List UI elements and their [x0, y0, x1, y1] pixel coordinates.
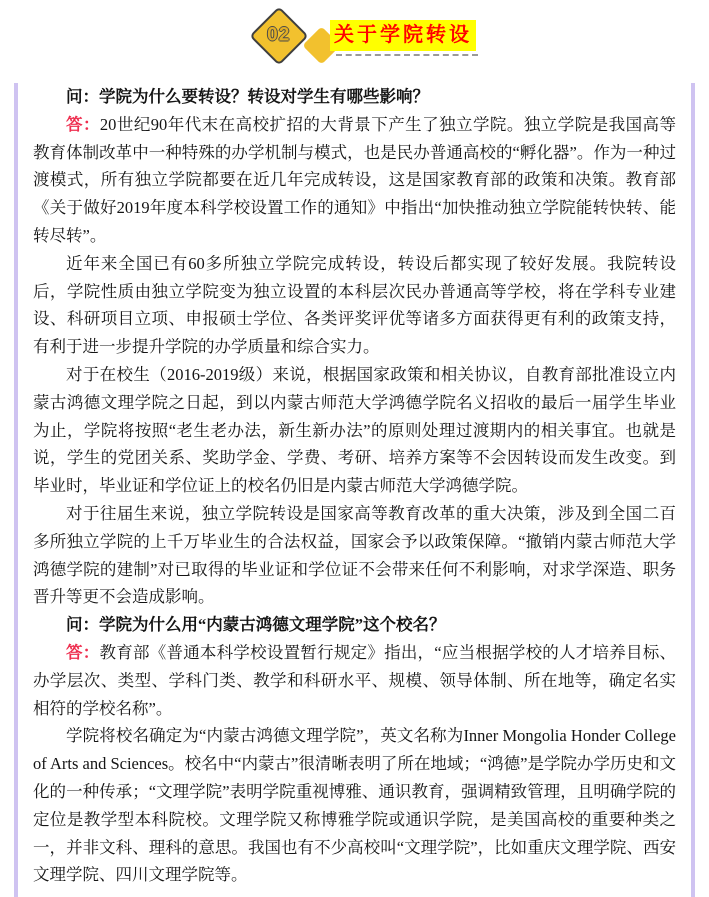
question-1: 问：学院为什么要转设？转设对学生有哪些影响？ — [66, 87, 429, 106]
paragraph-text: 20世纪90年代末在高校扩招的大背景下产生了独立学院。独立学院是我国高等教育体制改革中一种特殊的办学机制与模式，也是民办普通高校的“孵化器”。作为一种过渡模式，所有独立学院都要在近几年完成转设，这是国家教育部的政策和决策。教育部《关于做好2019年度本科学校设置工作的通知》中指出“加快推动独立学院能转快转、能转尽转”。 — [33, 114, 677, 245]
paragraph-text: 近年来全国已有60多所独立学院完成转设，转设后都实现了较好发展。我院转设后，学院性质由独立学院变为独立设置的本科层次民办普通高等学校，将在学科专业建设、科研项目立项、申报硕士学位、各类评奖评优等诸多方面获得更有利的政策支持，有利于进一步提升学院的办学质量和综合实力。 — [33, 253, 676, 357]
content-panel — [14, 83, 695, 897]
paragraph-text: 对于往届生来说，独立学院转设是国家高等教育改革的重大决策，涉及到全国二百多所独立学院的上千万毕业生的合法权益，国家会予以政策保障。“撤销内蒙古师范大学鸿德学院的建制”对已取得的毕业证和学位证不会带来任何不利影响，对求学深造、职务晋升等更不会造成影响。 — [33, 503, 676, 607]
answer-2-paragraph-1 — [33, 639, 676, 722]
answer-1-paragraph-2 — [33, 250, 676, 361]
paragraph-text: 学院将校名确定为“内蒙古鸿德文理学院”，英文名称为Inner Mongolia Honder College of Arts and Sciences。校名中“内蒙古”很清晰表明了所在地域；“鸿德”是学院办学历史和文化的一种传承；“文理学院”表明学院重视博雅、通识教育，强调精致管理，且明确学院的定位是教学型本科院校。文理学院又称博雅学院或通识学院，是美国高校的重要种类之一，并非文科、理科的意思。我国也有不少高校叫“文理学院”，比如重庆文理学院、西安文理学院、四川文理学院等。 — [33, 726, 676, 885]
section-header — [0, 0, 709, 83]
paragraph-text: 教育部《普通本科学校设置暂行规定》指出，“应当根据学校的人才培养目标、办学层次、类型、学科门类、教学和科研水平、规模、领导体制、所在地等，确定名实相符的学校名称”。 — [33, 642, 676, 718]
section-number-badge — [249, 6, 308, 65]
paragraph-text: 对于在校生（2016-2019级）来说，根据国家政策和相关协议，自教育部批准设立内蒙古鸿德文理学院之日起，到以内蒙古师范大学鸿德学院名义招收的最后一届学生毕业为止，学院将按照“老生老办法，新生新办法”的原则处理过渡期内的相关事宜。也就是说，学生的党团关系、奖助学金、学费、考研、培养方案等不会因转设而发生改变。到毕业时，毕业证和学位证上的校名仍旧是内蒙古师范大学鸿德学院。 — [33, 364, 676, 496]
question-2: 问：学院为什么用“内蒙古鸿德文理学院”这个校名？ — [66, 615, 446, 635]
answer-1-paragraph-1 — [33, 111, 676, 250]
answer-1-paragraph-4 — [33, 500, 676, 611]
section-title: 关于学院转设 — [330, 20, 476, 51]
section-number: 02 — [267, 24, 291, 46]
answer-1-paragraph-3 — [33, 361, 676, 500]
answer-label: 答： — [66, 114, 100, 134]
answer-label: 答： — [66, 642, 100, 662]
dashed-underline — [336, 54, 478, 56]
answer-2-paragraph-2 — [33, 722, 676, 889]
